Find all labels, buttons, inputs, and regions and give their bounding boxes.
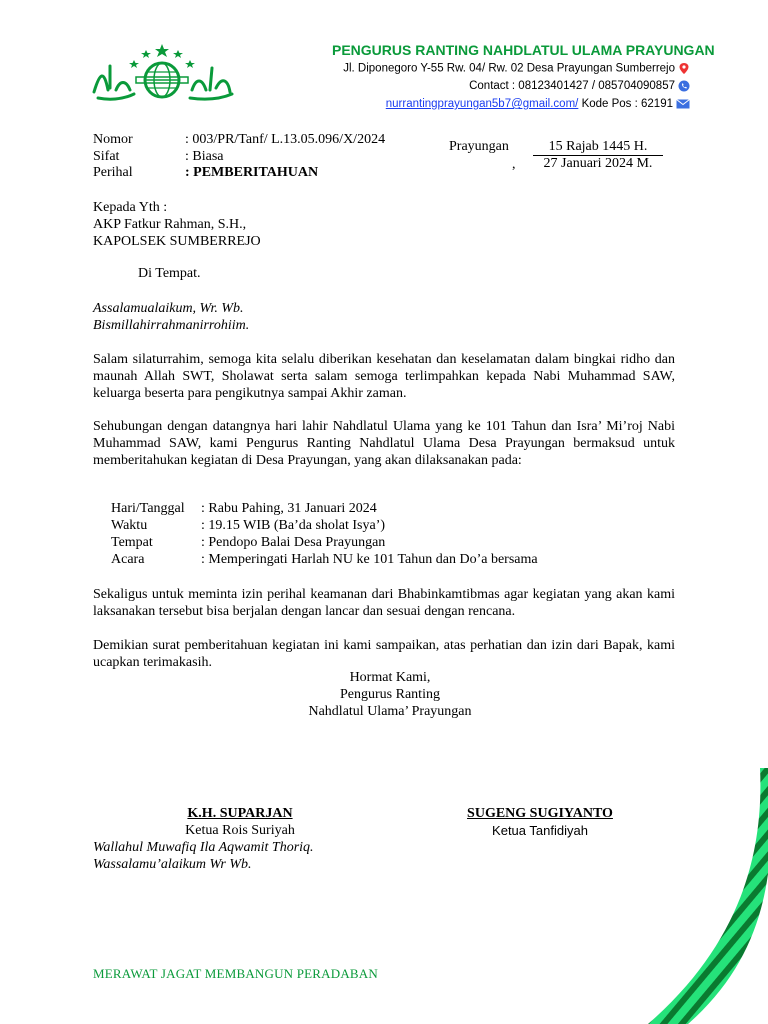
paragraph-3: Sekaligus untuk meminta izin perihal keamanan dari Bhabinkamtibmas agar kegiatan yang akan kami laksanakan tersebut bisa berjalan dengan lancar dan sesuai dengan rencana. [93, 587, 675, 619]
greeting-salam: Assalamualaikum, Wr. Wb. [93, 301, 244, 316]
date-hijri: 15 Rajab 1445 H. [533, 138, 663, 156]
footer-motto: MERAWAT JAGAT MEMBANGUN PERADABAN [93, 966, 378, 981]
farewell-line-2: Wassalamu’alaikum Wr Wb. [93, 857, 252, 872]
nomor-value: : 003/PR/Tanf/ L.13.05.096/X/2024 [185, 132, 386, 147]
paragraph-4: Demikian surat pemberitahuan kegiatan ini kami sampaikan, atas perhatian dan izin dari Bapak, kami ucapkan terimakasih. [93, 638, 675, 670]
contact-text: Contact : 08123401427 / 085704090857 [469, 80, 675, 93]
contact-line [469, 80, 690, 92]
nu-logo-icon [90, 42, 234, 104]
closing-regards: Hormat Kami, [349, 670, 431, 685]
mail-icon [676, 99, 690, 109]
phone-icon [678, 80, 690, 92]
event-label: Tempat [111, 535, 153, 550]
perihal-value: : PEMBERITAHUAN [185, 165, 319, 180]
nomor-label: Nomor [93, 132, 133, 147]
date-masehi: 27 Januari 2024 M. [543, 156, 653, 171]
closing-org-1: Pengurus Ranting [340, 687, 440, 702]
sifat-label: Sifat [93, 149, 120, 164]
email-link[interactable]: nurrantingprayungan5b7@gmail.com/ [385, 98, 579, 110]
farewell-line-1: Wallahul Muwafiq Ila Aqwamit Thoriq. [93, 840, 314, 855]
address-text: Jl. Diponegoro Y-55 Rw. 04/ Rw. 02 Desa Prayungan Sumberrejo [343, 62, 675, 75]
sifat-value: : Biasa [185, 149, 224, 164]
recipient-office: KAPOLSEK SUMBERREJO [93, 234, 261, 249]
signature-right-title: Ketua Tanfidiyah [492, 823, 588, 838]
date-place: Prayungan [449, 139, 509, 154]
recipient-name: AKP Fatkur Rahman, S.H., [93, 217, 247, 232]
signature-left-name: K.H. SUPARJAN [187, 806, 293, 821]
recipient-intro: Kepada Yth : [93, 200, 168, 215]
email-line [386, 98, 690, 110]
signature-right-name: SUGENG SUGIYANTO [467, 806, 613, 821]
event-value: : Rabu Pahing, 31 Januari 2024 [201, 501, 377, 516]
closing-org-2: Nahdlatul Ulama’ Prayungan [308, 704, 472, 719]
event-value: : 19.15 WIB (Ba’da sholat Isya’) [201, 518, 386, 533]
event-label: Hari/Tanggal [111, 501, 185, 516]
paragraph-1: Salam silaturrahim, semoga kita selalu diberikan kesehatan dan keselamatan dalam bingkai ridho dan maunah Allah SWT, Sholawat serta salam semoga terlimpahkan kepada Nabi Muhammad SAW, keluarga beserta para pengikutnya sampai Akhir zaman. [93, 352, 675, 401]
green-rope-border-icon [648, 764, 768, 1024]
address-line [343, 62, 690, 75]
greeting-basmalah: Bismillahirrahmanirrohiim. [93, 318, 250, 333]
org-name: PENGURUS RANTING NAHDLATUL ULAMA PRAYUNGAN [332, 42, 715, 58]
event-label: Waktu [111, 518, 148, 533]
date-comma: , [512, 157, 516, 172]
paragraph-2: Sehubungan dengan datangnya hari lahir Nahdlatul Ulama yang ke 101 Tahun dan Isra’ Mi’roj Nabi Muhammad SAW, kami Pengurus Ranting Nahdlatul Ulama Desa Prayungan bermaksud untuk memberitahukan kegiatan di Desa Prayungan, yang akan dilaksanakan pada: [93, 419, 675, 468]
postcode-text: Kode Pos : 62191 [581, 98, 673, 110]
recipient-place: Di Tempat. [138, 266, 201, 281]
perihal-label: Perihal [93, 165, 133, 180]
event-label: Acara [111, 552, 145, 567]
location-pin-icon [678, 62, 690, 75]
signature-left-title: Ketua Rois Suriyah [185, 823, 295, 838]
event-value: : Memperingati Harlah NU ke 101 Tahun dan Do’a bersama [201, 552, 538, 567]
event-value: : Pendopo Balai Desa Prayungan [201, 535, 386, 550]
